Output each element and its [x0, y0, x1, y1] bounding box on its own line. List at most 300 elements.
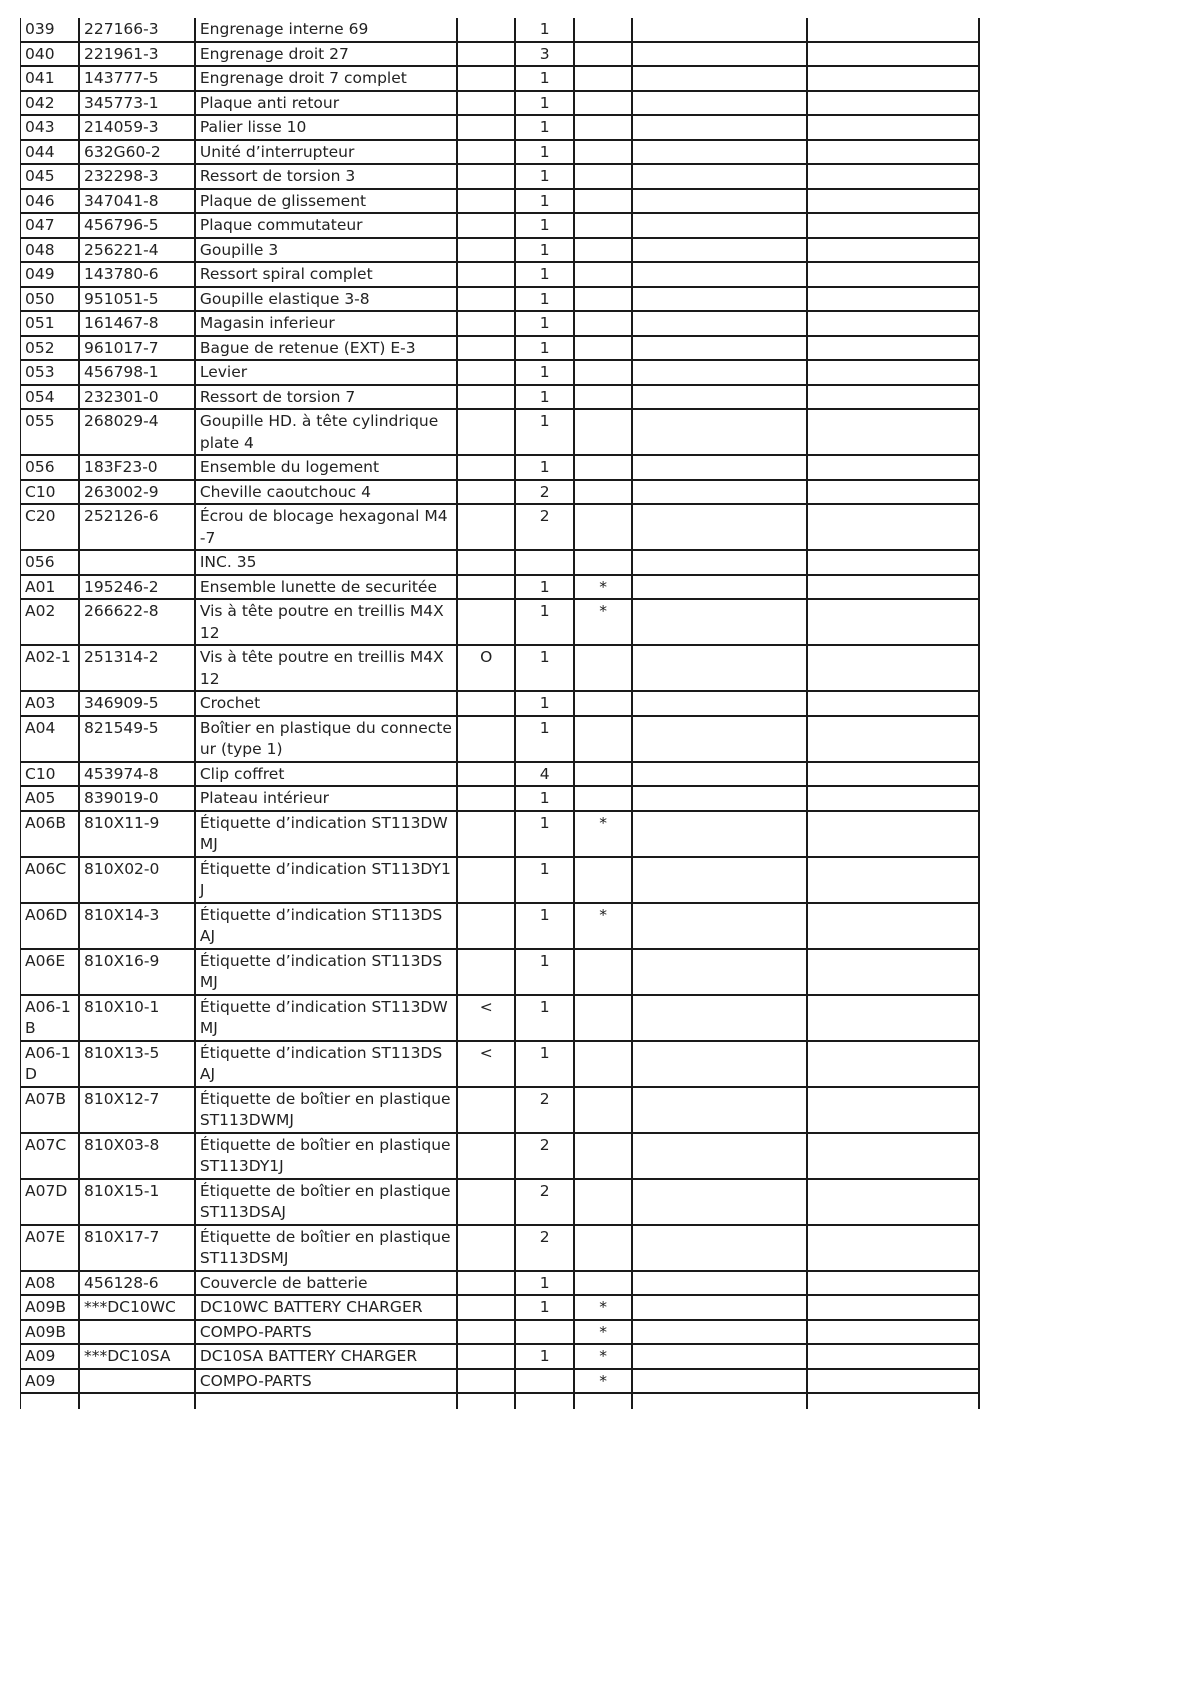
remark-cell — [807, 18, 979, 42]
item-ref-cell: 049 — [21, 262, 79, 287]
remark-cell — [807, 1320, 979, 1345]
description-cell: Palier lisse 10 — [195, 115, 457, 140]
flag-cell — [574, 762, 632, 787]
remark-cell — [807, 455, 979, 480]
quantity-cell: 1 — [515, 336, 573, 361]
item-ref-cell: A07E — [21, 1225, 79, 1271]
part-number-cell — [79, 1320, 195, 1345]
description-cell: Engrenage droit 7 complet — [195, 66, 457, 91]
table-row — [21, 164, 980, 189]
flag-cell — [574, 213, 632, 238]
note-cell — [632, 1041, 806, 1087]
description-cell: Plateau intérieur — [195, 786, 457, 811]
description-cell: DC10WC BATTERY CHARGER — [195, 1295, 457, 1320]
remark-cell — [807, 1041, 979, 1087]
part-number-cell: 821549-5 — [79, 716, 195, 762]
quantity-cell: 1 — [515, 455, 573, 480]
remark-cell — [807, 66, 979, 91]
part-number-cell: ***DC10WC — [79, 1295, 195, 1320]
marker-cell — [457, 1320, 515, 1345]
marker-cell — [457, 360, 515, 385]
quantity-cell: 1 — [515, 1041, 573, 1087]
quantity-cell: 2 — [515, 480, 573, 505]
note-cell — [632, 385, 806, 410]
marker-cell — [457, 455, 515, 480]
quantity-cell: 2 — [515, 1225, 573, 1271]
remark-cell — [807, 1295, 979, 1320]
table-row — [21, 995, 980, 1041]
flag-cell — [574, 995, 632, 1041]
item-ref-cell: C20 — [21, 504, 79, 550]
empty-cell — [457, 1393, 515, 1409]
remark-cell — [807, 1271, 979, 1296]
flag-cell — [574, 262, 632, 287]
marker-cell — [457, 575, 515, 600]
note-cell — [632, 575, 806, 600]
quantity-cell: 1 — [515, 691, 573, 716]
part-number-cell: 221961-3 — [79, 42, 195, 67]
description-cell: Étiquette d’indication ST113DSAJ — [195, 903, 457, 949]
part-number-cell: 810X02-0 — [79, 857, 195, 903]
quantity-cell: 1 — [515, 575, 573, 600]
description-cell: Engrenage droit 27 — [195, 42, 457, 67]
part-number-cell: 214059-3 — [79, 115, 195, 140]
marker-cell — [457, 786, 515, 811]
quantity-cell: 1 — [515, 115, 573, 140]
remark-cell — [807, 550, 979, 575]
quantity-cell: 1 — [515, 360, 573, 385]
quantity-cell — [515, 550, 573, 575]
marker-cell: < — [457, 995, 515, 1041]
flag-cell — [574, 550, 632, 575]
table-row — [21, 213, 980, 238]
quantity-cell: 1 — [515, 287, 573, 312]
part-number-cell: 251314-2 — [79, 645, 195, 691]
table-row — [21, 336, 980, 361]
table-row — [21, 1179, 980, 1225]
item-ref-cell: 051 — [21, 311, 79, 336]
note-cell — [632, 18, 806, 42]
table-row — [21, 575, 980, 600]
marker-cell — [457, 504, 515, 550]
marker-cell — [457, 287, 515, 312]
flag-cell — [574, 140, 632, 165]
table-row — [21, 1295, 980, 1320]
note-cell — [632, 716, 806, 762]
item-ref-cell: 039 — [21, 18, 79, 42]
description-cell: INC. 35 — [195, 550, 457, 575]
note-cell — [632, 1271, 806, 1296]
table-row — [21, 1369, 980, 1394]
part-number-cell: 810X03-8 — [79, 1133, 195, 1179]
item-ref-cell: A02 — [21, 599, 79, 645]
item-ref-cell: A07C — [21, 1133, 79, 1179]
item-ref-cell: A09 — [21, 1344, 79, 1369]
note-cell — [632, 455, 806, 480]
remark-cell — [807, 262, 979, 287]
empty-cell — [807, 1393, 979, 1409]
item-ref-cell: 053 — [21, 360, 79, 385]
remark-cell — [807, 91, 979, 116]
quantity-cell: 1 — [515, 311, 573, 336]
description-cell: Magasin inferieur — [195, 311, 457, 336]
table-row — [21, 857, 980, 903]
part-number-cell: 345773-1 — [79, 91, 195, 116]
quantity-cell: 1 — [515, 857, 573, 903]
flag-cell — [574, 645, 632, 691]
note-cell — [632, 262, 806, 287]
table-row — [21, 1225, 980, 1271]
remark-cell — [807, 42, 979, 67]
table-row — [21, 1344, 980, 1369]
item-ref-cell: C10 — [21, 480, 79, 505]
part-number-cell: 961017-7 — [79, 336, 195, 361]
table-row — [21, 140, 980, 165]
remark-cell — [807, 691, 979, 716]
item-ref-cell: A04 — [21, 716, 79, 762]
flag-cell — [574, 1133, 632, 1179]
item-ref-cell: 056 — [21, 455, 79, 480]
quantity-cell: 1 — [515, 786, 573, 811]
note-cell — [632, 504, 806, 550]
part-number-cell: 810X12-7 — [79, 1087, 195, 1133]
remark-cell — [807, 1087, 979, 1133]
note-cell — [632, 1369, 806, 1394]
part-number-cell: 232298-3 — [79, 164, 195, 189]
flag-cell — [574, 409, 632, 455]
remark-cell — [807, 213, 979, 238]
note-cell — [632, 311, 806, 336]
table-row — [21, 189, 980, 214]
note-cell — [632, 857, 806, 903]
marker-cell — [457, 716, 515, 762]
table-row — [21, 66, 980, 91]
empty-cell — [195, 1393, 457, 1409]
item-ref-cell: 047 — [21, 213, 79, 238]
note-cell — [632, 287, 806, 312]
part-number-cell: 263002-9 — [79, 480, 195, 505]
part-number-cell: 810X17-7 — [79, 1225, 195, 1271]
part-number-cell: 453974-8 — [79, 762, 195, 787]
part-number-cell: 839019-0 — [79, 786, 195, 811]
flag-cell — [574, 360, 632, 385]
table-row — [21, 409, 980, 455]
flag-cell — [574, 189, 632, 214]
empty-cell — [21, 1393, 79, 1409]
quantity-cell: 1 — [515, 409, 573, 455]
marker-cell — [457, 262, 515, 287]
note-cell — [632, 213, 806, 238]
empty-cell — [515, 1393, 573, 1409]
description-cell: Engrenage interne 69 — [195, 18, 457, 42]
description-cell: Étiquette de boîtier en plastique ST113DSAJ — [195, 1179, 457, 1225]
table-row — [21, 1133, 980, 1179]
flag-cell — [574, 66, 632, 91]
table-row — [21, 903, 980, 949]
table-row — [21, 599, 980, 645]
description-cell: Écrou de blocage hexagonal M4-7 — [195, 504, 457, 550]
description-cell: Plaque de glissement — [195, 189, 457, 214]
flag-cell — [574, 115, 632, 140]
item-ref-cell: A01 — [21, 575, 79, 600]
part-number-cell: 346909-5 — [79, 691, 195, 716]
description-cell: Goupille HD. à tête cylindrique plate 4 — [195, 409, 457, 455]
item-ref-cell: A07D — [21, 1179, 79, 1225]
note-cell — [632, 360, 806, 385]
marker-cell — [457, 1225, 515, 1271]
empty-cell — [79, 1393, 195, 1409]
note-cell — [632, 1087, 806, 1133]
table-row — [21, 262, 980, 287]
note-cell — [632, 1179, 806, 1225]
flag-cell — [574, 455, 632, 480]
table-row — [21, 691, 980, 716]
description-cell: Couvercle de batterie — [195, 1271, 457, 1296]
note-cell — [632, 1225, 806, 1271]
quantity-cell: 1 — [515, 66, 573, 91]
note-cell — [632, 949, 806, 995]
note-cell — [632, 786, 806, 811]
remark-cell — [807, 311, 979, 336]
quantity-cell: 1 — [515, 645, 573, 691]
quantity-cell: 1 — [515, 949, 573, 995]
table-row — [21, 949, 980, 995]
flag-cell — [574, 691, 632, 716]
quantity-cell: 1 — [515, 1344, 573, 1369]
note-cell — [632, 42, 806, 67]
item-ref-cell: A06D — [21, 903, 79, 949]
table-row — [21, 18, 980, 42]
part-number-cell: 632G60-2 — [79, 140, 195, 165]
note-cell — [632, 238, 806, 263]
item-ref-cell: A02-1 — [21, 645, 79, 691]
quantity-cell: 1 — [515, 599, 573, 645]
note-cell — [632, 336, 806, 361]
item-ref-cell: A06E — [21, 949, 79, 995]
item-ref-cell: 045 — [21, 164, 79, 189]
part-number-cell: 266622-8 — [79, 599, 195, 645]
part-number-cell: 252126-6 — [79, 504, 195, 550]
description-cell: Vis à tête poutre en treillis M4X12 — [195, 599, 457, 645]
marker-cell — [457, 213, 515, 238]
table-row — [21, 1041, 980, 1087]
description-cell: Ensemble lunette de securitée — [195, 575, 457, 600]
remark-cell — [807, 811, 979, 857]
flag-cell — [574, 385, 632, 410]
table-row — [21, 360, 980, 385]
remark-cell — [807, 1133, 979, 1179]
description-cell: Étiquette de boîtier en plastique ST113DWMJ — [195, 1087, 457, 1133]
item-ref-cell: A09B — [21, 1295, 79, 1320]
marker-cell — [457, 91, 515, 116]
note-cell — [632, 550, 806, 575]
note-cell — [632, 1320, 806, 1345]
part-number-cell: 456796-5 — [79, 213, 195, 238]
note-cell — [632, 164, 806, 189]
remark-cell — [807, 575, 979, 600]
description-cell: Étiquette d’indication ST113DY1J — [195, 857, 457, 903]
remark-cell — [807, 287, 979, 312]
quantity-cell: 1 — [515, 716, 573, 762]
marker-cell — [457, 18, 515, 42]
note-cell — [632, 115, 806, 140]
remark-cell — [807, 762, 979, 787]
part-number-cell: 195246-2 — [79, 575, 195, 600]
flag-cell — [574, 336, 632, 361]
note-cell — [632, 811, 806, 857]
flag-cell — [574, 1041, 632, 1087]
quantity-cell — [515, 1320, 573, 1345]
quantity-cell: 1 — [515, 995, 573, 1041]
note-cell — [632, 1133, 806, 1179]
marker-cell — [457, 1133, 515, 1179]
marker-cell — [457, 409, 515, 455]
flag-cell — [574, 1087, 632, 1133]
quantity-cell: 1 — [515, 164, 573, 189]
note-cell — [632, 480, 806, 505]
remark-cell — [807, 164, 979, 189]
flag-cell — [574, 480, 632, 505]
marker-cell: < — [457, 1041, 515, 1087]
description-cell: Levier — [195, 360, 457, 385]
flag-cell: * — [574, 575, 632, 600]
part-number-cell: 810X14-3 — [79, 903, 195, 949]
table-row — [21, 238, 980, 263]
table-row — [21, 42, 980, 67]
description-cell: Goupille elastique 3-8 — [195, 287, 457, 312]
quantity-cell: 1 — [515, 91, 573, 116]
item-ref-cell: A06-1D — [21, 1041, 79, 1087]
remark-cell — [807, 360, 979, 385]
marker-cell — [457, 1344, 515, 1369]
note-cell — [632, 1295, 806, 1320]
description-cell: Goupille 3 — [195, 238, 457, 263]
item-ref-cell: A07B — [21, 1087, 79, 1133]
remark-cell — [807, 385, 979, 410]
description-cell: Boîtier en plastique du connecteur (type 1) — [195, 716, 457, 762]
remark-cell — [807, 140, 979, 165]
part-number-cell: 347041-8 — [79, 189, 195, 214]
item-ref-cell: A06C — [21, 857, 79, 903]
part-number-cell: 183F23-0 — [79, 455, 195, 480]
flag-cell: * — [574, 903, 632, 949]
note-cell — [632, 645, 806, 691]
quantity-cell: 1 — [515, 903, 573, 949]
remark-cell — [807, 189, 979, 214]
marker-cell — [457, 385, 515, 410]
flag-cell — [574, 716, 632, 762]
quantity-cell: 4 — [515, 762, 573, 787]
part-number-cell: 143777-5 — [79, 66, 195, 91]
item-ref-cell: 040 — [21, 42, 79, 67]
description-cell: Plaque commutateur — [195, 213, 457, 238]
marker-cell — [457, 762, 515, 787]
flag-cell: * — [574, 1369, 632, 1394]
note-cell — [632, 903, 806, 949]
table-row-partial — [21, 1393, 980, 1409]
note-cell — [632, 599, 806, 645]
quantity-cell: 1 — [515, 18, 573, 42]
part-number-cell: 456128-6 — [79, 1271, 195, 1296]
item-ref-cell: A09B — [21, 1320, 79, 1345]
quantity-cell: 2 — [515, 504, 573, 550]
description-cell: Étiquette d’indication ST113DWMJ — [195, 995, 457, 1041]
description-cell: Ressort de torsion 3 — [195, 164, 457, 189]
flag-cell — [574, 786, 632, 811]
flag-cell — [574, 504, 632, 550]
table-row — [21, 645, 980, 691]
marker-cell — [457, 1295, 515, 1320]
quantity-cell: 2 — [515, 1179, 573, 1225]
quantity-cell: 1 — [515, 811, 573, 857]
table-row — [21, 1087, 980, 1133]
quantity-cell: 1 — [515, 140, 573, 165]
item-ref-cell: 043 — [21, 115, 79, 140]
marker-cell — [457, 66, 515, 91]
item-ref-cell: 056 — [21, 550, 79, 575]
marker-cell — [457, 1087, 515, 1133]
table-row — [21, 385, 980, 410]
quantity-cell: 1 — [515, 1295, 573, 1320]
remark-cell — [807, 1179, 979, 1225]
marker-cell — [457, 164, 515, 189]
description-cell: Étiquette d’indication ST113DWMJ — [195, 811, 457, 857]
marker-cell — [457, 949, 515, 995]
remark-cell — [807, 599, 979, 645]
table-row — [21, 480, 980, 505]
item-ref-cell: A09 — [21, 1369, 79, 1394]
item-ref-cell: 041 — [21, 66, 79, 91]
description-cell: Crochet — [195, 691, 457, 716]
marker-cell — [457, 42, 515, 67]
marker-cell: O — [457, 645, 515, 691]
quantity-cell: 3 — [515, 42, 573, 67]
quantity-cell: 1 — [515, 213, 573, 238]
item-ref-cell: 046 — [21, 189, 79, 214]
flag-cell: * — [574, 599, 632, 645]
description-cell: Étiquette de boîtier en plastique ST113DSMJ — [195, 1225, 457, 1271]
flag-cell — [574, 18, 632, 42]
quantity-cell: 2 — [515, 1087, 573, 1133]
quantity-cell — [515, 1369, 573, 1394]
marker-cell — [457, 691, 515, 716]
marker-cell — [457, 189, 515, 214]
marker-cell — [457, 903, 515, 949]
table-row — [21, 115, 980, 140]
table-row — [21, 811, 980, 857]
marker-cell — [457, 480, 515, 505]
item-ref-cell: 055 — [21, 409, 79, 455]
flag-cell — [574, 238, 632, 263]
description-cell: Étiquette d’indication ST113DSAJ — [195, 1041, 457, 1087]
note-cell — [632, 1344, 806, 1369]
item-ref-cell: A06-1B — [21, 995, 79, 1041]
description-cell: COMPO-PARTS — [195, 1320, 457, 1345]
marker-cell — [457, 1369, 515, 1394]
item-ref-cell: A05 — [21, 786, 79, 811]
part-number-cell: 161467-8 — [79, 311, 195, 336]
flag-cell: * — [574, 811, 632, 857]
table-row — [21, 716, 980, 762]
flag-cell — [574, 287, 632, 312]
part-number-cell: 810X10-1 — [79, 995, 195, 1041]
table-row — [21, 287, 980, 312]
table-row — [21, 762, 980, 787]
remark-cell — [807, 115, 979, 140]
note-cell — [632, 691, 806, 716]
empty-cell — [574, 1393, 632, 1409]
item-ref-cell: 048 — [21, 238, 79, 263]
